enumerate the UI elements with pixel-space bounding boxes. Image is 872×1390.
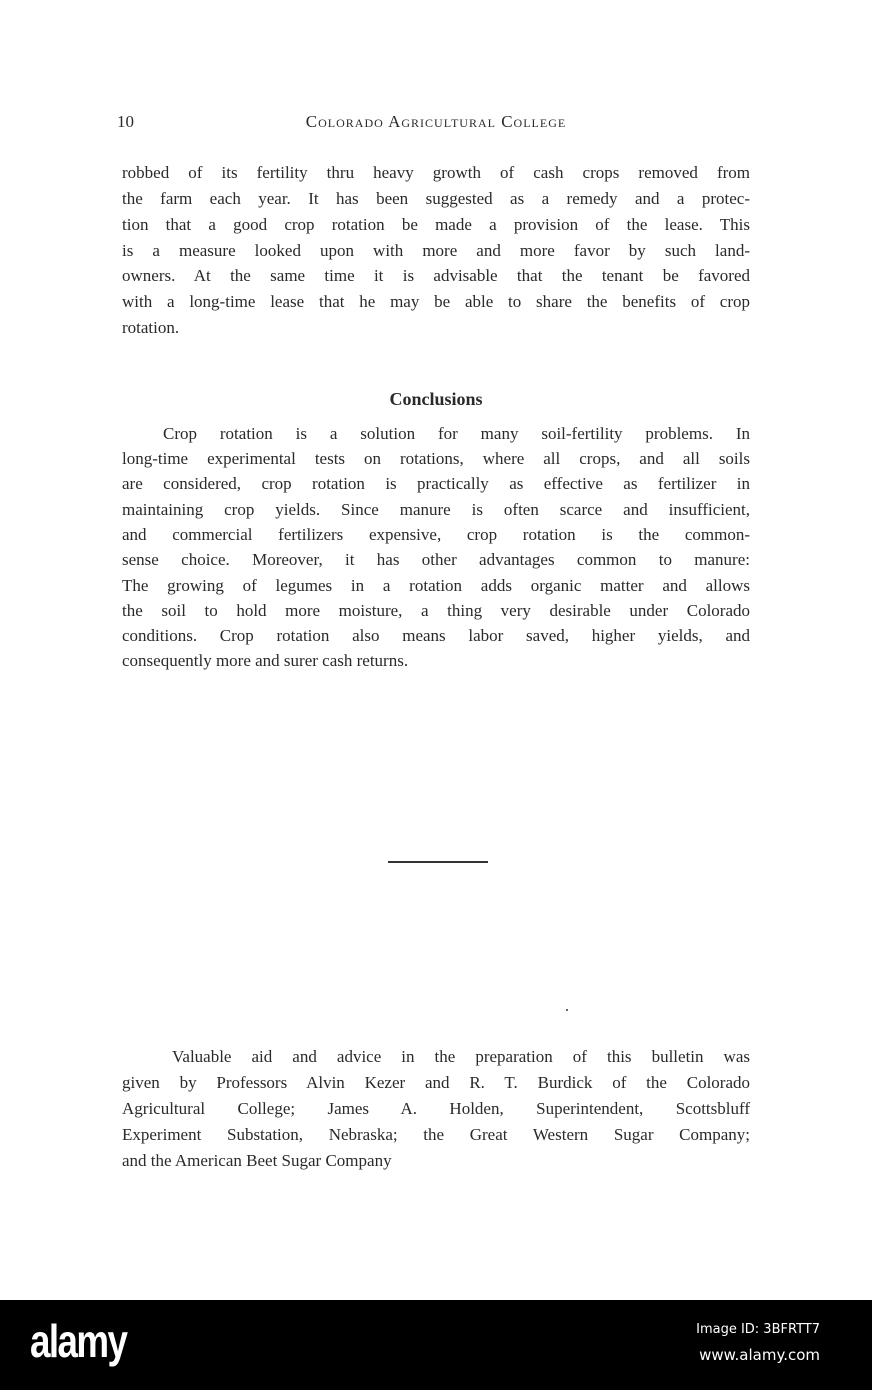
text-line: consequently more and surer cash returns. xyxy=(122,651,409,670)
text-line: with a long-time lease that he may be able to share the benefits of crop xyxy=(122,292,750,311)
text-line: are considered, crop rotation is practically as effective as fertilizer in xyxy=(122,474,750,493)
text-line: Agricultural College; James A. Holden, Superintendent, Scottsbluff xyxy=(122,1099,750,1118)
text-line: rotation. xyxy=(122,318,180,337)
text-line: the farm each year. It has been suggested as a remedy and a protec- xyxy=(122,189,750,208)
page-number: 10 xyxy=(117,112,134,131)
text-line: long-time experimental tests on rotations, where all crops, and all soils xyxy=(122,449,750,468)
section-divider xyxy=(388,861,488,863)
watermark-bar xyxy=(0,1300,872,1390)
text-line: Experiment Substation, Nebraska; the Great Western Sugar Company; xyxy=(122,1125,750,1144)
text-line: Crop rotation is a solution for many soil-fertility problems. In xyxy=(163,424,750,443)
text-line: sense choice. Moreover, it has other advantages common to manure: xyxy=(122,550,750,569)
text-line: tion that a good crop rotation be made a provision of the lease. This xyxy=(122,215,750,234)
scan-speck xyxy=(566,1009,568,1011)
image-id: Image ID: 3BFRTT7 xyxy=(696,1322,820,1337)
text-line: conditions. Crop rotation also means labor saved, higher yields, and xyxy=(122,626,750,645)
section-heading: Conclusions xyxy=(389,389,483,409)
text-line: is a measure looked upon with more and more favor by such land- xyxy=(122,241,750,260)
text-line: and the American Beet Sugar Company xyxy=(122,1151,392,1170)
text-line: robbed of its fertility thru heavy growth of cash crops removed from xyxy=(122,163,750,182)
text-line: given by Professors Alvin Kezer and R. T. Burdick of the Colorado xyxy=(122,1073,750,1092)
text-line: The growing of legumes in a rotation adds organic matter and allows xyxy=(122,576,750,595)
alamy-logo: alamy xyxy=(30,1315,127,1367)
text-line: owners. At the same time it is advisable that the tenant be favored xyxy=(122,266,750,285)
text-line: the soil to hold more moisture, a thing very desirable under Colorado xyxy=(122,601,750,620)
running-title: Colorado Agricultural College xyxy=(305,112,567,131)
site-url: www.alamy.com xyxy=(699,1346,820,1364)
text-line: Valuable aid and advice in the preparation of this bulletin was xyxy=(172,1047,750,1066)
text-line: and commercial fertilizers expensive, crop rotation is the common- xyxy=(122,525,750,544)
text-line: maintaining crop yields. Since manure is often scarce and insufficient, xyxy=(122,500,750,519)
